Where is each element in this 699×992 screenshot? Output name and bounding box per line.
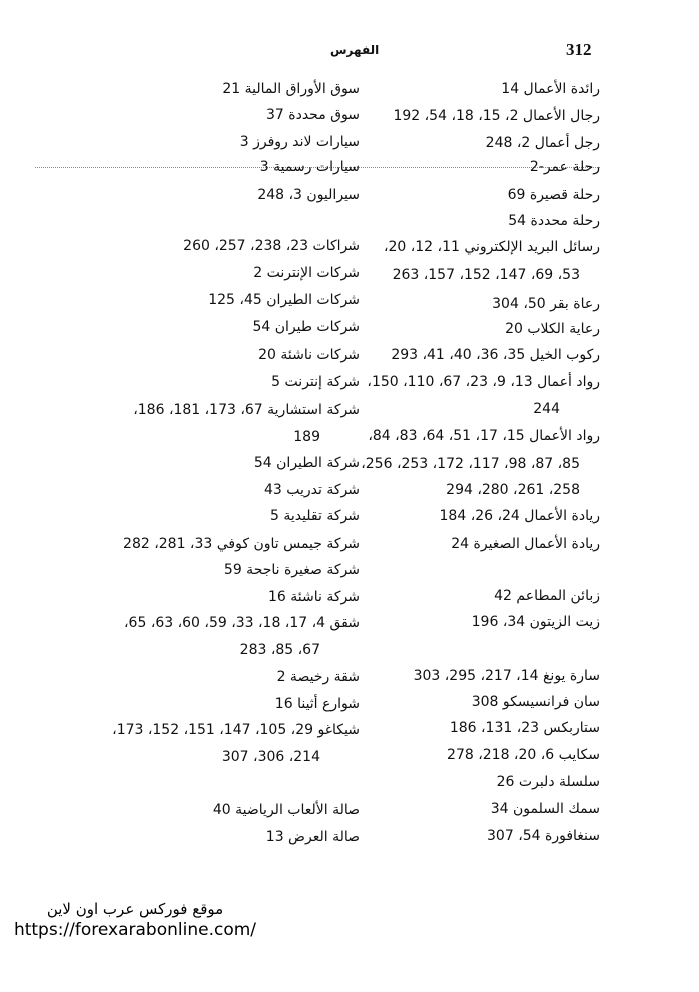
index-entry: شركة تدريب 43 xyxy=(263,482,360,498)
index-entry: شركات الطيران 45، 125 xyxy=(208,292,360,308)
index-entry: شقة رخيصة 2 xyxy=(276,669,360,685)
index-entry: سيارات رسمية 3 xyxy=(259,159,360,175)
index-entry: ريادة الأعمال الصغيرة 24 xyxy=(451,536,600,552)
index-entry: رحلة محددة 54 xyxy=(508,213,600,229)
index-entry: زبائن المطاعم 42 xyxy=(494,588,600,604)
index-entry: شركة إنترنت 5 xyxy=(271,374,360,390)
index-entry: سيارات لاند روفرز 3 xyxy=(239,134,360,150)
index-entry: شركات طيران 54 xyxy=(252,319,360,335)
index-entry: صالة الألعاب الرياضية 40 xyxy=(212,802,360,818)
page-number: 312 xyxy=(566,40,592,59)
index-entry-continuation: 67، 85، 283 xyxy=(239,642,320,658)
index-entry-continuation: 214، 306، 307 xyxy=(221,749,320,765)
index-entry: رجال الأعمال 2، 15، 18، 54، 192 xyxy=(393,108,600,124)
index-entry: سارة يونغ 14، 217، 295، 303 xyxy=(413,668,600,684)
index-entry: رعاة بقر 50، 304 xyxy=(492,296,600,312)
index-entry: شركة ناشئة 16 xyxy=(268,589,360,605)
index-entry: رائدة الأعمال 14 xyxy=(501,81,600,97)
index-entry-continuation: 189 xyxy=(293,429,320,445)
index-entry: شركة صغيرة ناجحة 59 xyxy=(223,562,360,578)
index-entry: ركوب الخيل 35، 36، 40، 41، 293 xyxy=(391,347,600,363)
index-entry: سيراليون 3، 248 xyxy=(257,187,360,203)
index-column-right xyxy=(355,0,600,880)
watermark-footer xyxy=(0,900,270,940)
index-entry: سوق محددة 37 xyxy=(265,107,360,123)
index-entry: شقق 4، 17، 18، 33، 59، 60، 63، 65، xyxy=(124,615,360,631)
index-entry: شيكاغو 29، 105، 147، 151، 152، 173، xyxy=(112,722,360,738)
index-entry: سوق الأوراق المالية 21 xyxy=(222,81,360,97)
index-entry: رحلة عمر-2 xyxy=(529,159,600,175)
index-entry: رواد الأعمال 15، 17، 51، 64، 83، 84، xyxy=(368,428,600,444)
index-entry: شركات الإنترنت 2 xyxy=(253,265,360,281)
index-entry: شركة استشارية 67، 173، 181، 186، xyxy=(133,402,360,418)
index-entry: زيت الزيتون 34، 196 xyxy=(471,614,600,630)
index-entry: رواد أعمال 13، 9، 23، 67، 110، 150، xyxy=(367,374,600,390)
index-entry: سمك السلمون 34 xyxy=(490,801,600,817)
index-entry: صالة العرض 13 xyxy=(265,829,360,845)
index-entry: رسائل البريد الإلكتروني 11، 12، 20، xyxy=(383,239,600,255)
index-entry: شراكات 23، 238، 257، 260 xyxy=(183,238,360,254)
index-entry: رجل أعمال 2، 248 xyxy=(485,135,600,151)
index-entry: ستاربكس 23، 131، 186 xyxy=(449,720,600,736)
index-entry: شركة تقليدية 5 xyxy=(269,508,360,524)
index-entry-continuation: 244 xyxy=(533,401,560,417)
index-column-left xyxy=(80,0,360,880)
index-entry: سنغافورة 54، 307 xyxy=(487,828,600,844)
index-entry-continuation: 53، 69، 147، 152، 157، 263 xyxy=(392,267,580,283)
index-entry: سان فرانسيسكو 308 xyxy=(471,694,600,710)
index-entry: سكايب 6، 20، 218، 278 xyxy=(447,747,600,763)
index-entry: رعاية الكلاب 20 xyxy=(505,321,600,337)
index-entry: شركة جيمس تاون كوفي 33، 281، 282 xyxy=(123,536,360,552)
index-entry-continuation: 258، 261، 280، 294 xyxy=(446,482,580,498)
index-entry: شركة الطيران 54 xyxy=(253,455,360,471)
watermark-url[interactable]: https://forexarabonline.com/ xyxy=(13,920,257,940)
index-entry: رحلة قصيرة 69 xyxy=(507,187,600,203)
watermark-site-name: موقع فوركس عرب اون لاين xyxy=(46,900,224,918)
index-entry: شوارع أثينا 16 xyxy=(274,696,360,712)
index-entry: شركات ناشئة 20 xyxy=(258,347,360,363)
running-head: الفهرس xyxy=(330,43,380,57)
index-entry: ريادة الأعمال 24، 26، 184 xyxy=(439,508,600,524)
index-entry-continuation: 85، 87، 98، 117، 172، 253، 256، xyxy=(361,456,580,472)
index-entry: سلسلة دلبرت 26 xyxy=(496,774,600,790)
